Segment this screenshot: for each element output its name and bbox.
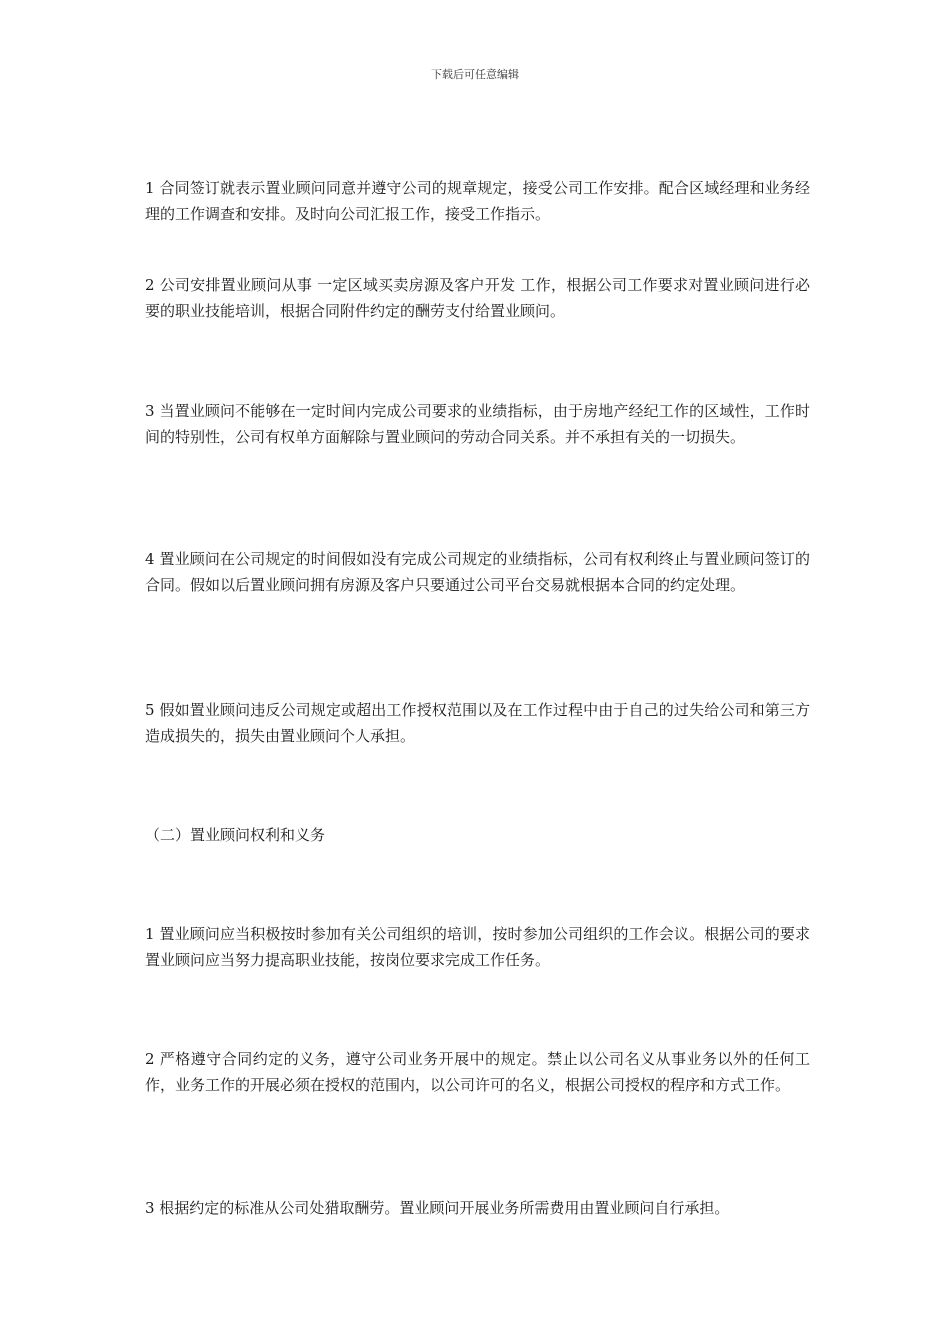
section-heading: （二）置业顾问权利和义务 [145, 826, 326, 844]
clause-paragraph: 2 严格遵守合同约定的义务，遵守公司业务开展中的规定。禁止以公司名义从事业务以外的任何工作，业务工作的开展必须在授权的范围内，以公司许可的名义，根据公司授权的程序和方式工作。 [145, 1050, 810, 1094]
clause-paragraph: 3 根据约定的标准从公司处猎取酬劳。置业顾问开展业务所需费用由置业顾问自行承担。 [145, 1199, 730, 1217]
clause-paragraph: 4 置业顾问在公司规定的时间假如没有完成公司规定的业绩指标，公司有权利终止与置业顾问签订的合同。假如以后置业顾问拥有房源及客户只要通过公司平台交易就根据本合同的约定处理。 [145, 550, 810, 594]
clause-paragraph: 2 公司安排置业顾问从事 一定区域买卖房源及客户开发 工作，根据公司工作要求对置业顾问进行必要的职业技能培训，根据合同附件约定的酬劳支付给置业顾问。 [145, 276, 810, 320]
clause-paragraph: 3 当置业顾问不能够在一定时间内完成公司要求的业绩指标，由于房地产经纪工作的区域性，工作时间的特别性，公司有权单方面解除与置业顾问的劳动合同关系。并不承担有关的一切损失。 [145, 402, 810, 446]
clause-paragraph: 1 合同签订就表示置业顾问同意并遵守公司的规章规定，接受公司工作安排。配合区域经理和业务经理的工作调查和安排。及时向公司汇报工作，接受工作指示。 [145, 179, 810, 223]
clause-paragraph: 5 假如置业顾问违反公司规定或超出工作授权范围以及在工作过程中由于自己的过失给公司和第三方造成损失的，损失由置业顾问个人承担。 [145, 701, 810, 745]
page-header: 下载后可任意编辑 [431, 68, 519, 81]
clause-paragraph: 1 置业顾问应当积极按时参加有关公司组织的培训，按时参加公司组织的工作会议。根据公司的要求置业顾问应当努力提高职业技能，按岗位要求完成工作任务。 [145, 925, 810, 969]
